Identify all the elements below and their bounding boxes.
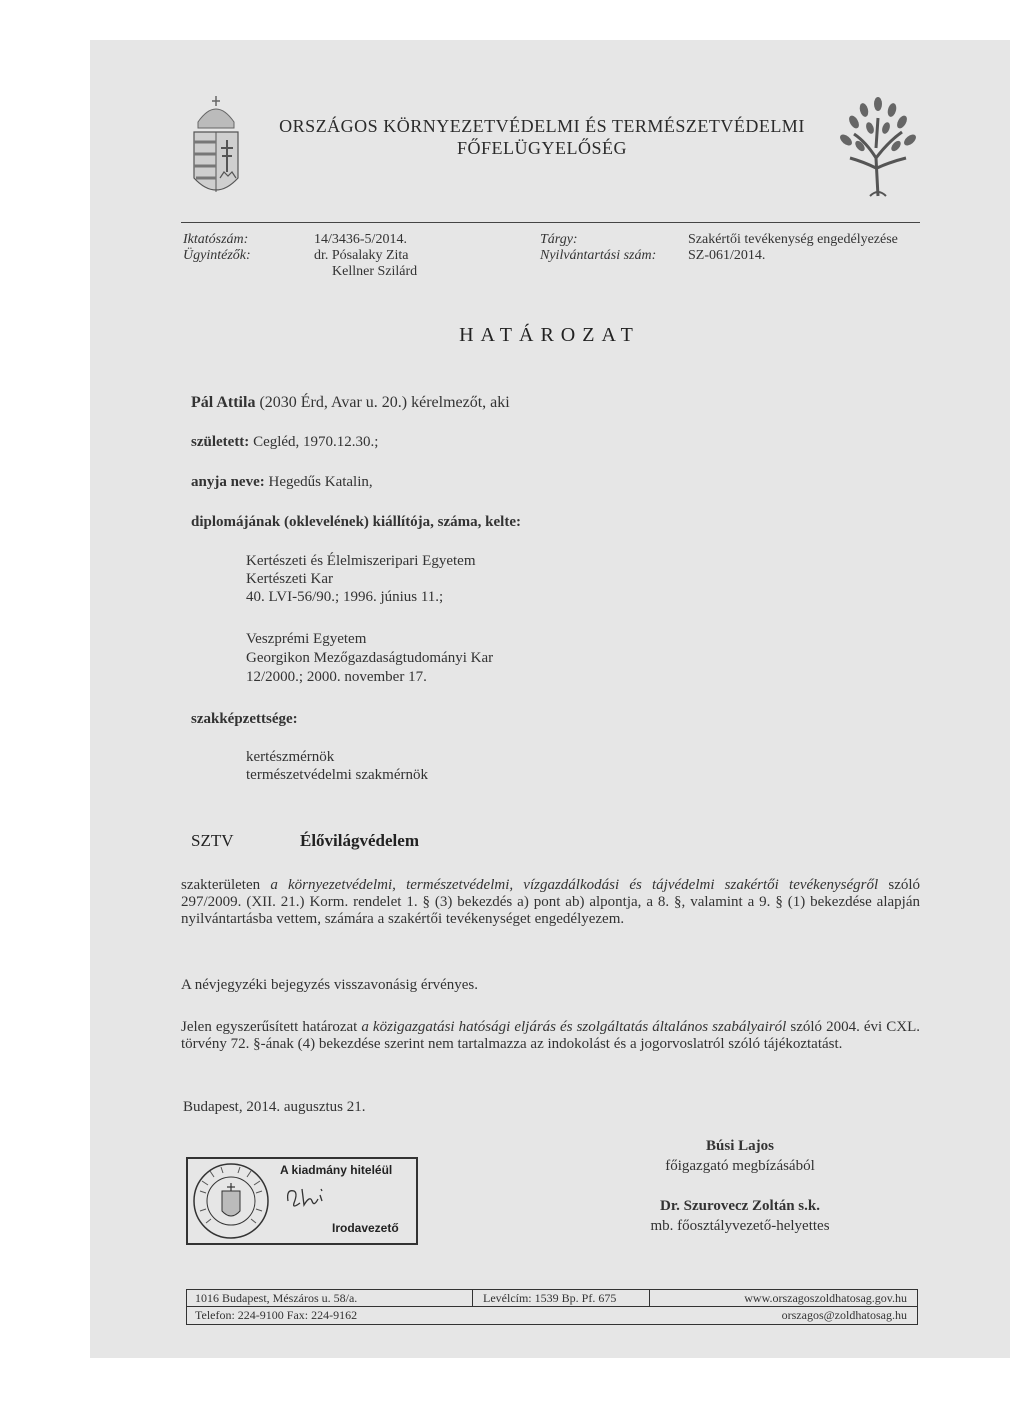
iktatoszam-value: 14/3436-5/2014. — [314, 232, 407, 247]
decision-paragraph — [181, 877, 920, 928]
born-value: Cegléd, 1970.12.30.; — [253, 434, 379, 450]
diploma2-line2: Georgikon Mezőgazdaságtudományi Kar — [246, 650, 494, 666]
authentication-stamp — [186, 1157, 418, 1245]
footer-contact-table — [186, 1289, 918, 1325]
nyilvantartasi-label: Nyilvántartási szám: — [540, 248, 657, 263]
p1-body: szóló 297/2009. (XII. 21.) Korm. rendelet 1. § (3) bekezdés a) pont ab) alpontja, a 8. §, valamint a 9. § (1) bekezdése alapján nyilvántartásba vettem, számára a szakértői tevékenységet engedélyezem. — [181, 877, 921, 927]
applicant-address: (2030 Érd, Avar u. 20.) kérelmezőt, aki — [259, 394, 510, 411]
diploma-label: diplomájának (oklevelének) kiállítója, száma, kelte: — [191, 514, 521, 530]
handwritten-signature — [284, 1181, 332, 1215]
simplified-decision-paragraph — [181, 1019, 920, 1053]
footer-col-divider-2 — [649, 1290, 650, 1307]
field-code: SZTV — [191, 831, 234, 850]
iktatoszam-label: Iktatószám: — [183, 232, 249, 247]
official-seal-icon — [190, 1161, 272, 1241]
nyilvantartasi-value: SZ-061/2014. — [688, 248, 766, 263]
ugyintezo-1: dr. Pósalaky Zita — [314, 248, 409, 263]
qualification-1: kertészmérnök — [246, 749, 335, 765]
p1-intro: szakterületen — [181, 877, 261, 893]
p3-body: szóló 2004. évi CXL. törvény 72. §-ának (4) bekezdése szerint nem tartalmazza az indokolást és a jogorvoslatról szóló tájékoztatást. — [181, 1019, 920, 1052]
header-divider — [181, 222, 920, 223]
letterhead-line-2: FŐFELÜGYELŐSÉG — [456, 138, 627, 158]
applicant-name: Pál Attila — [191, 394, 256, 411]
diploma2-line3: 12/2000.; 2000. november 17. — [246, 669, 427, 685]
qualification-2: természetvédelmi szakmérnök — [246, 767, 429, 783]
signer-name-1: Búsi Lajos — [706, 1138, 774, 1154]
ugyintezo-2: Kellner Szilárd — [332, 264, 418, 279]
footer-email[interactable]: orszagos@zoldhatosag.hu — [781, 1308, 907, 1322]
diploma1-line1: Kertészeti és Élelmiszeripari Egyetem — [246, 553, 476, 569]
stamp-title: A kiadmány hiteléül — [280, 1163, 393, 1177]
p3-intro: Jelen egyszerűsített határozat — [181, 1019, 358, 1035]
diploma2-line1: Veszprémi Egyetem — [246, 631, 367, 647]
signer-role-1: főigazgató megbízásából — [665, 1158, 815, 1174]
document-title: HATÁROZAT — [459, 324, 640, 346]
p1-law-title: a környezetvédelmi, természetvédelmi, vízgazdálkodási és tájvédelmi szakértői tevékenységről — [270, 877, 879, 893]
place-date: Budapest, 2014. augusztus 21. — [183, 1099, 366, 1115]
mother-label: anyja neve: — [191, 474, 265, 490]
diploma1-line3: 40. LVI-56/90.; 1996. június 11.; — [246, 589, 444, 605]
signer-role-2: mb. főosztályvezető-helyettes — [650, 1218, 830, 1234]
tree-logo-icon — [836, 88, 920, 204]
footer-postal: Levélcím: 1539 Bp. Pf. 675 — [483, 1291, 617, 1305]
validity-paragraph: A névjegyzéki bejegyzés visszavonásig érvényes. — [181, 977, 478, 993]
ugyintezok-label: Ügyintézők: — [183, 248, 251, 263]
stamp-office: Irodavezető — [332, 1221, 399, 1235]
letterhead-line-1: ORSZÁGOS KÖRNYEZETVÉDELMI ÉS TERMÉSZETVÉDELMI — [279, 116, 805, 136]
signer-name-2: Dr. Szurovecz Zoltán s.k. — [659, 1198, 820, 1214]
targy-value: Szakértői tevékenység engedélyezése — [688, 232, 898, 247]
born-label: született: — [191, 434, 250, 450]
mother-value: Hegedűs Katalin, — [268, 474, 373, 490]
diploma1-line2: Kertészeti Kar — [246, 571, 334, 587]
footer-web[interactable]: www.orszagoszoldhatosag.gov.hu — [744, 1291, 907, 1305]
footer-phone: Telefon: 224-9100 Fax: 224-9162 — [195, 1308, 358, 1322]
field-name: Élővilágvédelem — [300, 831, 419, 850]
footer-col-divider-1 — [472, 1290, 473, 1307]
footer-address: 1016 Budapest, Mészáros u. 58/a. — [195, 1291, 358, 1305]
p3-law-title: a közigazgatási hatósági eljárás és szolgáltatás általános szabályairól — [361, 1019, 787, 1035]
footer-row-divider — [187, 1306, 917, 1307]
targy-label: Tárgy: — [540, 232, 578, 247]
qualification-label: szakképzettsége: — [191, 711, 298, 727]
coat-of-arms-icon — [188, 92, 244, 204]
